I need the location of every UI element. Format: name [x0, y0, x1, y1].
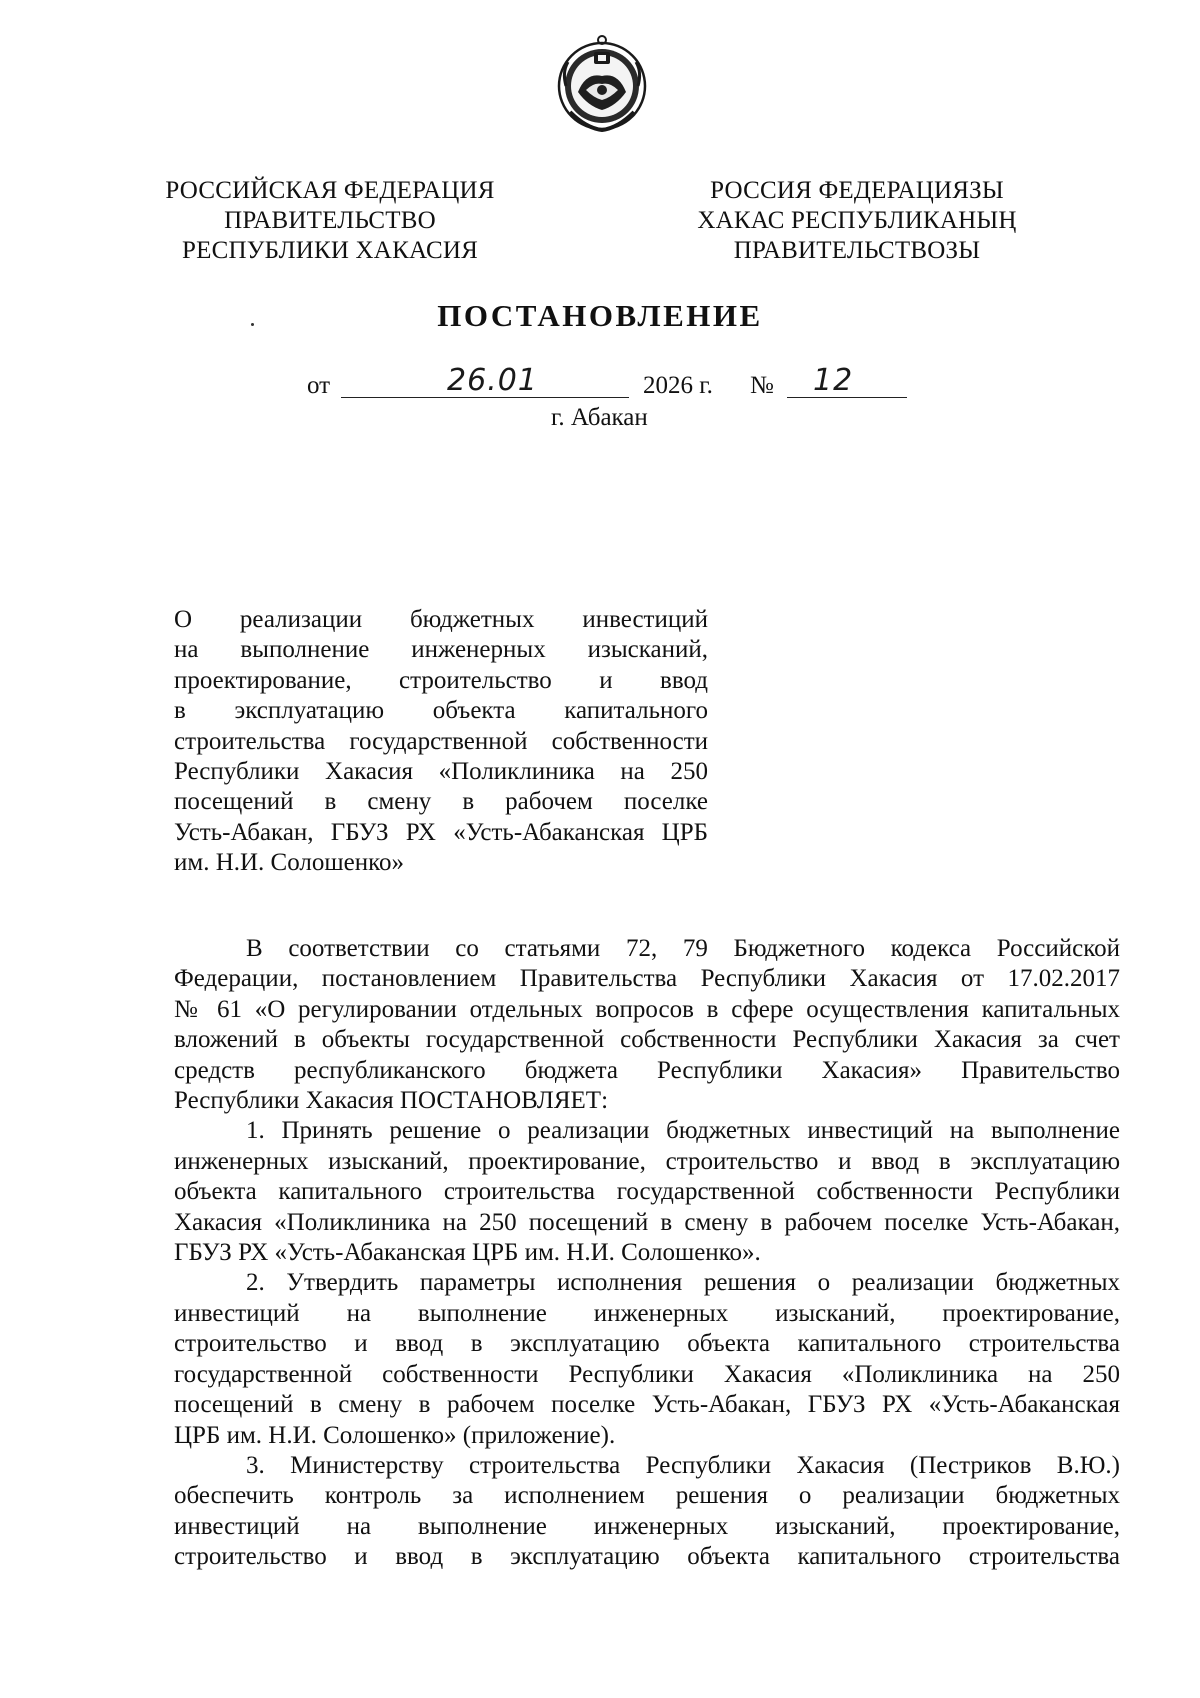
header-right-line-3: ПРАВИТЕЛЬСТВОЗЫ — [733, 237, 981, 264]
date-from-label: от — [307, 372, 331, 399]
body-line: № 61 «О регулировании отдельных вопросов в сфере осуществления капитальных — [174, 995, 1120, 1023]
body-line: инвестиций на выполнение инженерных изысканий, проектирование, — [174, 1512, 1120, 1540]
subject-line: в эксплуатацию объекта капитального — [174, 697, 708, 725]
body-line: Хакасия «Поликлиника на 250 посещений в смену в рабочем поселке Усть-Абакан, — [174, 1208, 1120, 1236]
number-label: № — [750, 372, 774, 399]
document-title: ПОСТАНОВЛЕНИЕ — [437, 298, 763, 333]
subject-line: посещений в смену в рабочем поселке — [174, 788, 708, 816]
body-line: государственной собственности Республики Хакасия «Поликлиника на 250 — [174, 1360, 1120, 1388]
stray-mark — [251, 323, 254, 326]
document-subject — [174, 605, 708, 879]
header-left-line-1: РОССИЙСКАЯ ФЕДЕРАЦИЯ — [165, 177, 495, 204]
header-right-line-1: РОССИЯ ФЕДЕРАЦИЯЗЫ — [710, 177, 1004, 204]
coat-of-arms-emblem-icon — [556, 32, 648, 136]
body-line: 3. Министерству строительства Республики Хакасия (Пестриков В.Ю.) — [246, 1451, 1120, 1479]
body-line: ЦРБ им. Н.И. Солошенко» (приложение). — [174, 1421, 616, 1449]
handwritten-number: 12 — [813, 363, 854, 398]
header-right-block — [672, 176, 1042, 266]
subject-line: О реализации бюджетных инвестиций — [174, 606, 708, 633]
body-line: инвестиций на выполнение инженерных изысканий, проектирование, — [174, 1299, 1120, 1327]
body-line: средств республиканского бюджета Республики Хакасия» Правительство — [174, 1056, 1120, 1084]
subject-line: проектирование, строительство и ввод — [174, 666, 708, 694]
subject-line: Республики Хакасия «Поликлиника на 250 — [174, 758, 708, 786]
header-right-line-2: ХАКАС РЕСПУБЛИКАНЫҢ — [697, 207, 1017, 234]
handwritten-date: 26.01 — [447, 363, 538, 398]
header-left-line-2: ПРАВИТЕЛЬСТВО — [224, 207, 436, 234]
body-line: Республики Хакасия ПОСТАНОВЛЯЕТ: — [174, 1087, 609, 1115]
body-line: 2. Утвердить параметры исполнения решения о реализации бюджетных — [246, 1269, 1120, 1297]
header-left-line-3: РЕСПУБЛИКИ ХАКАСИЯ — [182, 237, 478, 264]
body-line: ГБУЗ РХ «Усть-Абаканская ЦРБ им. Н.И. Солошенко». — [174, 1239, 761, 1267]
date-number-line — [307, 363, 907, 406]
subject-line: им. Н.И. Солошенко» — [174, 849, 404, 877]
body-line: инженерных изысканий, проектирование, строительство и ввод в эксплуатацию — [174, 1147, 1120, 1175]
body-line: строительство и ввод в эксплуатацию объекта капитального строительства — [174, 1330, 1120, 1358]
body-line: 1. Принять решение о реализации бюджетных инвестиций на выполнение — [246, 1117, 1120, 1145]
subject-line: строительства государственной собственности — [174, 727, 708, 755]
year-label: 2026 г. — [643, 372, 713, 399]
body-line: обеспечить контроль за исполнением решения о реализации бюджетных — [174, 1482, 1120, 1510]
body-line: объекта капитального строительства государственной собственности Республики — [174, 1178, 1120, 1206]
subject-line: на выполнение инженерных изысканий, — [174, 636, 708, 664]
body-line: Федерации, постановлением Правительства Республики Хакасия от 17.02.2017 — [174, 965, 1120, 993]
body-line: вложений в объекты государственной собственности Республики Хакасия за счет — [174, 1026, 1120, 1054]
document-body — [174, 934, 1120, 1573]
header-left-block — [150, 176, 510, 266]
body-line: строительство и ввод в эксплуатацию объекта капитального строительства — [174, 1543, 1120, 1571]
city-name: г. Абакан — [551, 404, 648, 431]
body-line: посещений в смену в рабочем поселке Усть-Абакан, ГБУЗ РХ «Усть-Абаканская — [174, 1391, 1120, 1419]
body-line: В соответствии со статьями 72, 79 Бюджетного кодекса Российской — [246, 935, 1120, 962]
subject-line: Усть-Абакан, ГБУЗ РХ «Усть-Абаканская ЦРБ — [174, 818, 708, 846]
